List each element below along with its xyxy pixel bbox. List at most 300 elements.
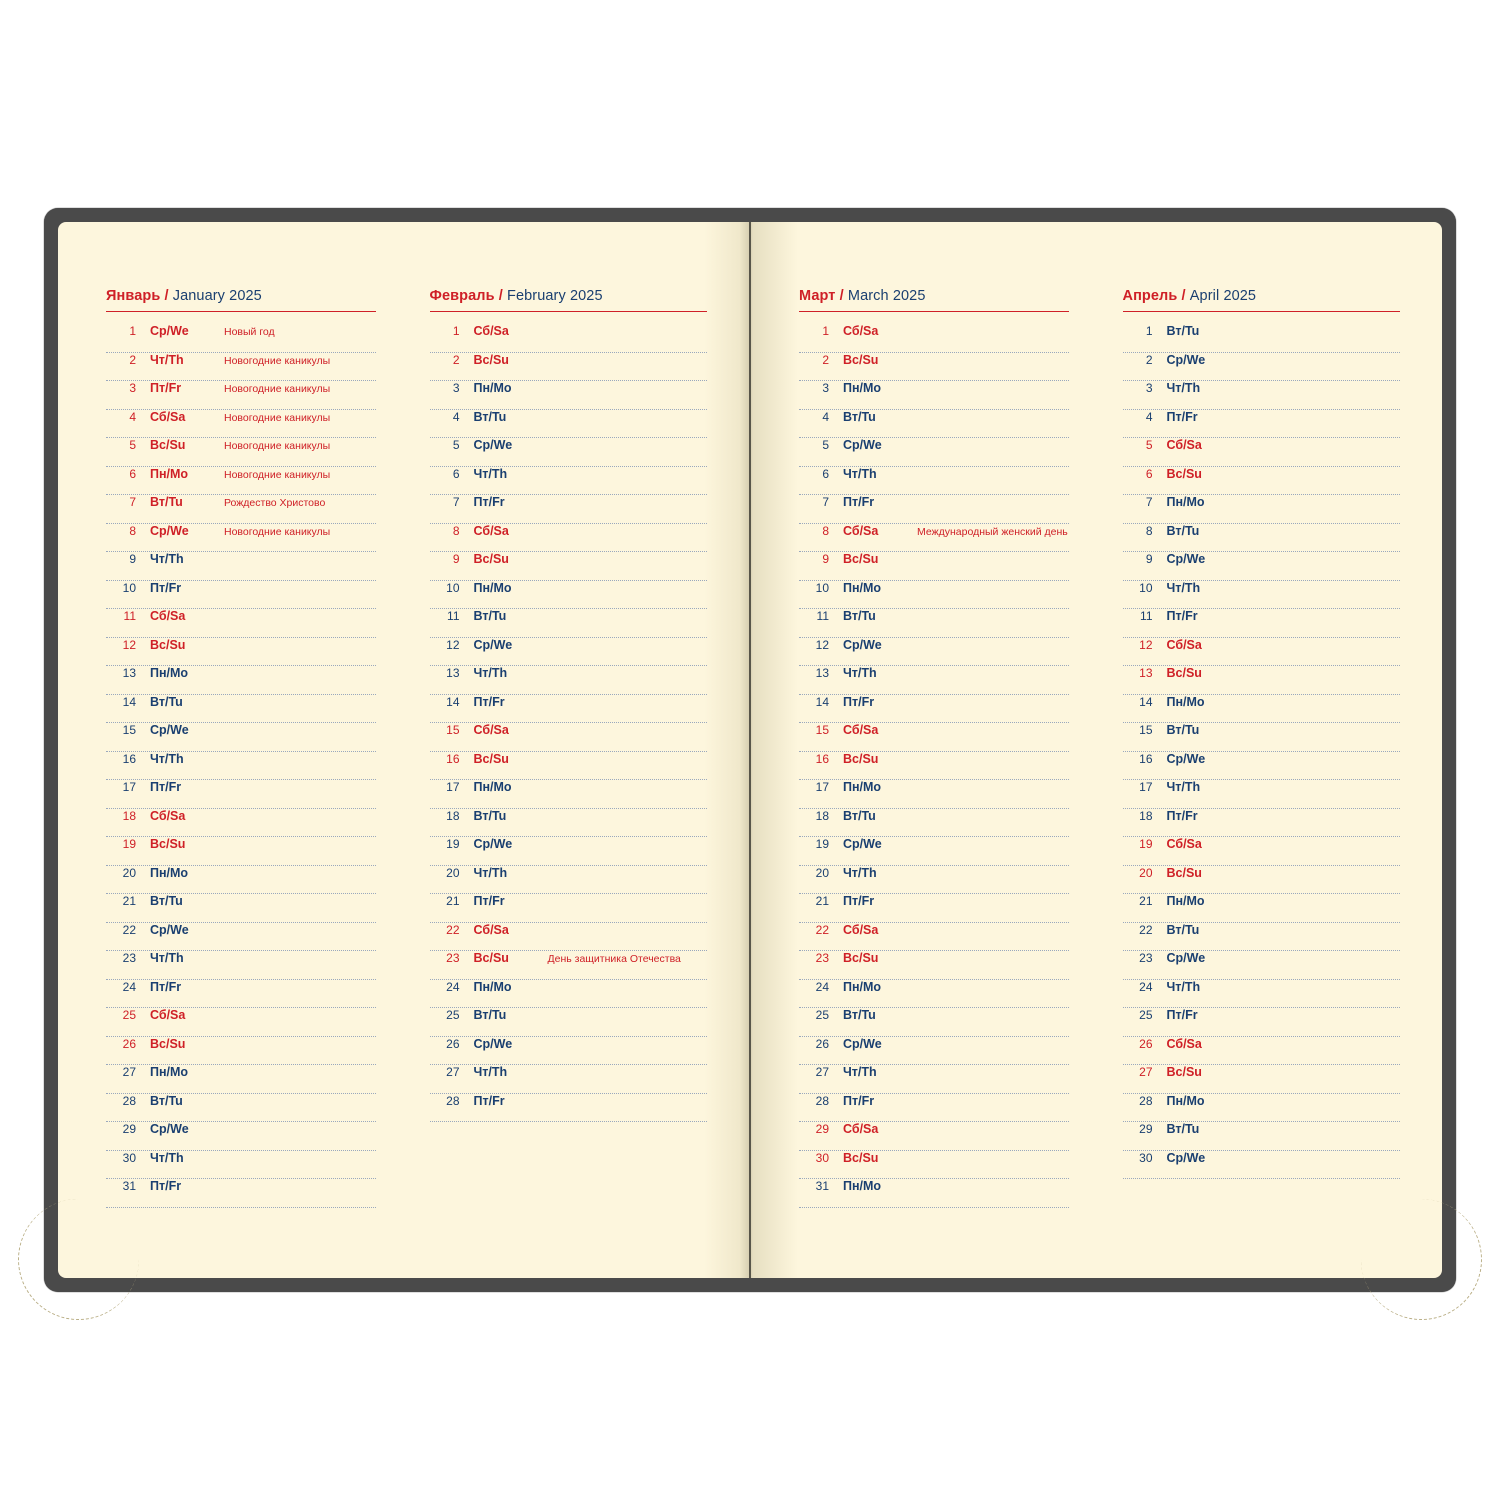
day-row: [430, 837, 708, 866]
day-number: 23: [446, 951, 460, 965]
day-number: 10: [446, 580, 460, 595]
day-number: 26: [122, 1036, 136, 1051]
day-row: [430, 1008, 708, 1037]
day-row: [1123, 695, 1401, 724]
day-number: 8: [129, 523, 136, 538]
day-number: 19: [446, 837, 460, 851]
day-weekday: Сб/Sa: [473, 723, 509, 737]
day-row: [430, 695, 708, 724]
day-row: [1123, 780, 1401, 809]
left-page-months: [58, 288, 749, 1218]
day-weekday: Пт/Fr: [843, 694, 875, 709]
day-weekday: Вс/Su: [1166, 466, 1202, 481]
day-row: [106, 923, 376, 952]
day-row: [106, 353, 376, 382]
day-row: [430, 638, 708, 667]
day-row: [106, 609, 376, 638]
day-number: 8: [1145, 523, 1153, 538]
month-block-april: [1097, 288, 1443, 1218]
day-row: [106, 752, 376, 781]
day-number: 28: [815, 1093, 829, 1108]
day-weekday: Ср/We: [1166, 552, 1206, 566]
day-weekday: Вс/Su: [150, 637, 186, 652]
day-row: [1123, 495, 1401, 524]
day-number: 4: [452, 409, 460, 424]
day-weekday: Пн/Mo: [1166, 495, 1205, 509]
day-row: [430, 1065, 708, 1094]
day-weekday: Пн/Mo: [150, 865, 189, 880]
day-number: 18: [815, 808, 829, 823]
day-weekday: Ср/We: [1166, 751, 1206, 766]
day-weekday: Ср/We: [473, 1036, 513, 1051]
day-weekday: Пн/Mo: [1166, 694, 1205, 709]
day-number: 21: [1139, 894, 1153, 908]
day-weekday: Пн/Mo: [1166, 894, 1205, 908]
day-weekday: Пн/Mo: [843, 580, 882, 595]
day-holiday-note: Новый год: [224, 326, 275, 338]
day-weekday: Вт/Tu: [1166, 723, 1200, 737]
day-number: 17: [815, 780, 829, 794]
day-weekday: Пн/Mo: [473, 979, 512, 994]
day-list-march: [799, 324, 1069, 1208]
day-row: [106, 581, 376, 610]
day-number: 3: [1145, 381, 1153, 395]
day-weekday: Вс/Su: [473, 552, 509, 566]
day-row: [1123, 894, 1401, 923]
day-number: 15: [1139, 723, 1153, 737]
month-name-en: March: [847, 288, 889, 304]
day-row: [430, 438, 708, 467]
month-name-en: January: [172, 288, 226, 304]
day-number: 26: [446, 1036, 460, 1051]
day-row: [106, 1065, 376, 1094]
day-weekday: Чт/Th: [1166, 580, 1201, 595]
day-number: 25: [1139, 1008, 1153, 1022]
day-number: 10: [815, 580, 829, 595]
day-weekday: Пт/Fr: [150, 979, 182, 994]
day-weekday: Ср/We: [1166, 951, 1206, 965]
day-number: 20: [122, 865, 136, 880]
day-row: [106, 324, 376, 353]
day-weekday: Ср/We: [843, 837, 882, 851]
day-row: [106, 1151, 376, 1180]
day-number: 13: [122, 666, 136, 680]
day-row: [1123, 1008, 1401, 1037]
day-number: 16: [446, 751, 460, 766]
day-list-february: [430, 324, 708, 1122]
day-row: [430, 780, 708, 809]
day-weekday: Пт/Fr: [473, 495, 505, 509]
day-weekday: Пт/Fr: [150, 580, 182, 595]
day-number: 27: [122, 1065, 136, 1079]
day-weekday: Пт/Fr: [843, 1093, 875, 1108]
day-row: [1123, 1122, 1401, 1151]
day-row: [430, 752, 708, 781]
day-weekday: Пн/Mo: [150, 666, 189, 680]
day-number: 18: [1139, 808, 1153, 823]
day-row: [430, 324, 708, 353]
day-row: [1123, 552, 1401, 581]
day-row: [1123, 438, 1401, 467]
day-number: 18: [122, 808, 136, 823]
day-row: [106, 467, 376, 496]
day-row: [430, 666, 708, 695]
day-number: 10: [1139, 580, 1153, 595]
day-weekday: Пт/Fr: [150, 780, 182, 794]
day-number: 12: [1139, 637, 1153, 652]
day-weekday: Пн/Mo: [473, 381, 512, 395]
day-weekday: Чт/Th: [150, 552, 184, 566]
day-row: [106, 1094, 376, 1123]
day-row: [106, 780, 376, 809]
day-number: 12: [122, 637, 136, 652]
day-row: [799, 666, 1069, 695]
day-number: 25: [446, 1008, 460, 1022]
day-weekday: Пт/Fr: [473, 694, 505, 709]
day-number: 10: [122, 580, 136, 595]
day-number: 11: [816, 609, 829, 623]
day-weekday: Пн/Mo: [150, 1065, 189, 1079]
day-row: [799, 894, 1069, 923]
day-row: [799, 1094, 1069, 1123]
day-number: 5: [1145, 438, 1153, 452]
day-number: 28: [122, 1093, 136, 1108]
day-weekday: Чт/Th: [150, 751, 184, 766]
day-weekday: Вт/Tu: [843, 409, 876, 424]
day-weekday: Пт/Fr: [473, 894, 505, 908]
day-row: [106, 695, 376, 724]
day-number: 22: [122, 922, 136, 937]
day-weekday: Пт/Fr: [1166, 1008, 1198, 1022]
day-weekday: Чт/Th: [1166, 979, 1201, 994]
day-weekday: Сб/Sa: [843, 523, 879, 538]
day-number: 28: [1139, 1093, 1153, 1108]
day-row: [1123, 951, 1401, 980]
day-number: 11: [447, 609, 460, 623]
day-row: [799, 837, 1069, 866]
day-number: 23: [122, 951, 136, 965]
month-title-january: Январь / January 2025: [106, 288, 376, 312]
day-weekday: Чт/Th: [473, 466, 508, 481]
day-row: [799, 324, 1069, 353]
day-number: 14: [1139, 694, 1153, 709]
month-name-ru: Март: [799, 288, 836, 304]
day-weekday: Вс/Su: [843, 751, 879, 766]
day-weekday: Ср/We: [473, 837, 513, 851]
day-row: [1123, 581, 1401, 610]
day-number: 4: [129, 409, 136, 424]
day-number: 20: [446, 865, 460, 880]
day-row: [430, 524, 708, 553]
day-number: 7: [129, 495, 136, 509]
day-number: 24: [815, 979, 829, 994]
day-row: [1123, 353, 1401, 382]
day-row: [106, 524, 376, 553]
day-row: [106, 410, 376, 439]
day-number: 30: [122, 1150, 136, 1165]
day-weekday: Сб/Sa: [473, 523, 509, 538]
day-row: [1123, 1151, 1401, 1180]
day-weekday: Пн/Mo: [843, 979, 882, 994]
day-weekday: Сб/Sa: [1166, 837, 1202, 851]
day-number: 27: [446, 1065, 460, 1079]
day-row: [430, 353, 708, 382]
day-number: 21: [122, 894, 136, 908]
day-row: [430, 894, 708, 923]
day-number: 22: [446, 922, 460, 937]
day-holiday-note: Новогодние каникулы: [224, 468, 331, 481]
day-number: 25: [122, 1008, 136, 1022]
day-row: [430, 381, 708, 410]
day-weekday: Пн/Mo: [843, 780, 882, 794]
day-number: 6: [452, 466, 460, 481]
day-row: [799, 552, 1069, 581]
month-block-february: [404, 288, 750, 1218]
day-weekday: Вт/Tu: [1166, 324, 1200, 338]
day-number: 9: [822, 552, 829, 566]
day-number: 1: [129, 324, 136, 338]
day-holiday-note: Новогодние каникулы: [224, 525, 331, 538]
day-number: 3: [452, 381, 460, 395]
day-row: [106, 894, 376, 923]
day-weekday: Вс/Su: [1166, 865, 1202, 880]
month-block-january: [58, 288, 404, 1218]
day-row: [1123, 381, 1401, 410]
day-weekday: Пт/Fr: [843, 894, 875, 908]
day-number: 5: [452, 438, 460, 452]
day-number: 27: [1139, 1065, 1153, 1079]
day-row: [430, 467, 708, 496]
day-number: 20: [1139, 865, 1153, 880]
day-weekday: Вт/Tu: [1166, 1122, 1200, 1136]
day-number: 28: [446, 1093, 460, 1108]
day-weekday: Пн/Mo: [473, 780, 512, 794]
day-weekday: Пт/Fr: [843, 495, 875, 509]
day-weekday: Чт/Th: [843, 666, 877, 680]
day-number: 1: [1145, 324, 1153, 338]
right-page: [751, 222, 1442, 1278]
day-row: [1123, 866, 1401, 895]
month-name-ru: Февраль: [429, 288, 495, 304]
day-number: 7: [822, 495, 829, 509]
month-name-ru: Апрель: [1122, 288, 1178, 304]
day-row: [799, 581, 1069, 610]
day-number: 19: [815, 837, 829, 851]
day-weekday: Ср/We: [150, 922, 189, 937]
day-weekday: Пн/Mo: [473, 580, 512, 595]
day-number: 19: [1139, 837, 1153, 851]
day-row: [106, 495, 376, 524]
day-number: 13: [1139, 666, 1153, 680]
day-row: [799, 410, 1069, 439]
day-weekday: Вс/Su: [843, 1150, 879, 1165]
day-weekday: Пн/Mo: [843, 1179, 882, 1193]
day-number: 11: [1140, 609, 1153, 623]
day-number: 11: [123, 609, 136, 623]
day-row: [1123, 609, 1401, 638]
day-number: 19: [122, 837, 136, 851]
day-row: [106, 381, 376, 410]
day-row: [799, 1179, 1069, 1208]
day-weekday: Вс/Su: [843, 352, 879, 367]
month-name-en: February: [507, 288, 566, 304]
day-row: [799, 1122, 1069, 1151]
day-number: 9: [452, 552, 460, 566]
day-number: 23: [1139, 951, 1153, 965]
day-row: [106, 666, 376, 695]
day-row: [799, 923, 1069, 952]
day-number: 30: [1139, 1150, 1153, 1165]
day-weekday: Вс/Su: [150, 837, 186, 851]
day-weekday: Вс/Su: [473, 352, 509, 367]
day-row: [1123, 410, 1401, 439]
day-list-january: [106, 324, 376, 1208]
day-row: [430, 581, 708, 610]
month-block-march: [751, 288, 1097, 1218]
day-row: [799, 752, 1069, 781]
day-number: 13: [815, 666, 829, 680]
month-title-february: Февраль / February 2025: [430, 288, 708, 312]
day-weekday: Вс/Su: [843, 552, 879, 566]
day-weekday: Пт/Fr: [1166, 808, 1198, 823]
day-weekday: Сб/Sa: [473, 324, 509, 338]
day-number: 6: [129, 466, 136, 481]
day-weekday: Пт/Fr: [1166, 409, 1198, 424]
day-number: 14: [446, 694, 460, 709]
day-number: 4: [822, 409, 829, 424]
day-weekday: Ср/We: [1166, 1150, 1206, 1165]
day-row: [106, 1037, 376, 1066]
day-weekday: Чт/Th: [843, 865, 877, 880]
day-weekday: Чт/Th: [1166, 381, 1201, 395]
month-name-ru: Январь: [106, 288, 161, 304]
day-row: [106, 723, 376, 752]
day-weekday: Пт/Fr: [150, 1179, 182, 1193]
day-number: 16: [1139, 751, 1153, 766]
day-weekday: Сб/Sa: [1166, 438, 1202, 452]
day-row: [799, 780, 1069, 809]
day-weekday: Чт/Th: [843, 466, 877, 481]
day-holiday-note: Новогодние каникулы: [224, 440, 331, 452]
day-weekday: Вт/Tu: [843, 1008, 876, 1022]
day-weekday: Сб/Sa: [150, 609, 186, 623]
day-weekday: Ср/We: [843, 637, 882, 652]
day-weekday: Вс/Su: [843, 951, 879, 965]
day-row: [799, 1151, 1069, 1180]
day-number: 4: [1145, 409, 1153, 424]
month-title-april: Апрель / April 2025: [1123, 288, 1401, 312]
day-row: [1123, 666, 1401, 695]
day-number: 9: [129, 552, 136, 566]
day-number: 12: [815, 637, 829, 652]
day-holiday-note: Международный женский день: [917, 525, 1068, 538]
day-holiday-note: Рождество Христово: [224, 497, 326, 509]
day-row: [430, 495, 708, 524]
day-number: 26: [1139, 1036, 1153, 1051]
day-number: 6: [1145, 466, 1153, 481]
day-row: [1123, 1094, 1401, 1123]
day-row: [799, 524, 1069, 553]
month-year: 2025: [229, 288, 262, 304]
day-row: [799, 438, 1069, 467]
day-number: 31: [122, 1179, 136, 1193]
day-weekday: Ср/We: [473, 637, 513, 652]
day-number: 29: [1139, 1122, 1153, 1136]
day-row: [430, 410, 708, 439]
day-row: [1123, 638, 1401, 667]
day-row: [430, 951, 708, 980]
day-weekday: Сб/Sa: [843, 1122, 879, 1136]
day-weekday: Вт/Tu: [473, 1008, 507, 1022]
day-number: 1: [822, 324, 829, 338]
day-number: 5: [822, 438, 829, 452]
day-row: [106, 980, 376, 1009]
day-number: 9: [1145, 552, 1153, 566]
day-row: [1123, 1065, 1401, 1094]
day-row: [799, 723, 1069, 752]
day-holiday-note: День защитника Отечества: [547, 953, 681, 965]
day-row: [430, 1094, 708, 1123]
day-number: 8: [822, 523, 829, 538]
day-number: 26: [815, 1036, 829, 1051]
day-weekday: Вт/Tu: [473, 409, 507, 424]
day-row: [1123, 524, 1401, 553]
notebook-cover: [44, 208, 1456, 1292]
day-number: 27: [815, 1065, 829, 1079]
day-weekday: Чт/Th: [843, 1065, 877, 1079]
day-weekday: Сб/Sa: [150, 1008, 186, 1022]
day-row: [799, 1037, 1069, 1066]
day-row: [799, 381, 1069, 410]
day-number: 5: [129, 438, 136, 452]
day-weekday: Сб/Sa: [150, 409, 186, 424]
day-number: 17: [122, 780, 136, 794]
day-number: 15: [815, 723, 829, 737]
month-title-march: Март / March 2025: [799, 288, 1069, 312]
day-weekday: Пн/Mo: [1166, 1093, 1205, 1108]
day-row: [1123, 324, 1401, 353]
day-row: [1123, 723, 1401, 752]
day-weekday: Вт/Tu: [473, 609, 507, 623]
day-row: [799, 1065, 1069, 1094]
day-weekday: Вт/Tu: [1166, 523, 1200, 538]
month-year: 2025: [1223, 288, 1257, 304]
day-weekday: Вт/Tu: [473, 808, 507, 823]
day-number: 1: [452, 324, 460, 338]
day-number: 13: [446, 666, 460, 680]
day-weekday: Чт/Th: [150, 1150, 184, 1165]
day-number: 22: [815, 922, 829, 937]
day-weekday: Вт/Tu: [150, 694, 183, 709]
day-weekday: Вс/Su: [473, 751, 509, 766]
day-weekday: Вс/Su: [473, 951, 509, 965]
day-row: [430, 809, 708, 838]
day-weekday: Чт/Th: [1166, 780, 1201, 794]
day-weekday: Сб/Sa: [843, 922, 879, 937]
day-number: 23: [815, 951, 829, 965]
day-number: 2: [452, 352, 460, 367]
day-row: [1123, 1037, 1401, 1066]
day-weekday: Сб/Sa: [843, 324, 879, 338]
day-row: [430, 980, 708, 1009]
day-row: [106, 438, 376, 467]
day-weekday: Ср/We: [150, 1122, 189, 1136]
day-holiday-note: Новогодние каникулы: [224, 383, 331, 395]
day-weekday: Чт/Th: [150, 352, 184, 367]
day-weekday: Вт/Tu: [150, 894, 183, 908]
day-row: [1123, 980, 1401, 1009]
day-row: [106, 1008, 376, 1037]
